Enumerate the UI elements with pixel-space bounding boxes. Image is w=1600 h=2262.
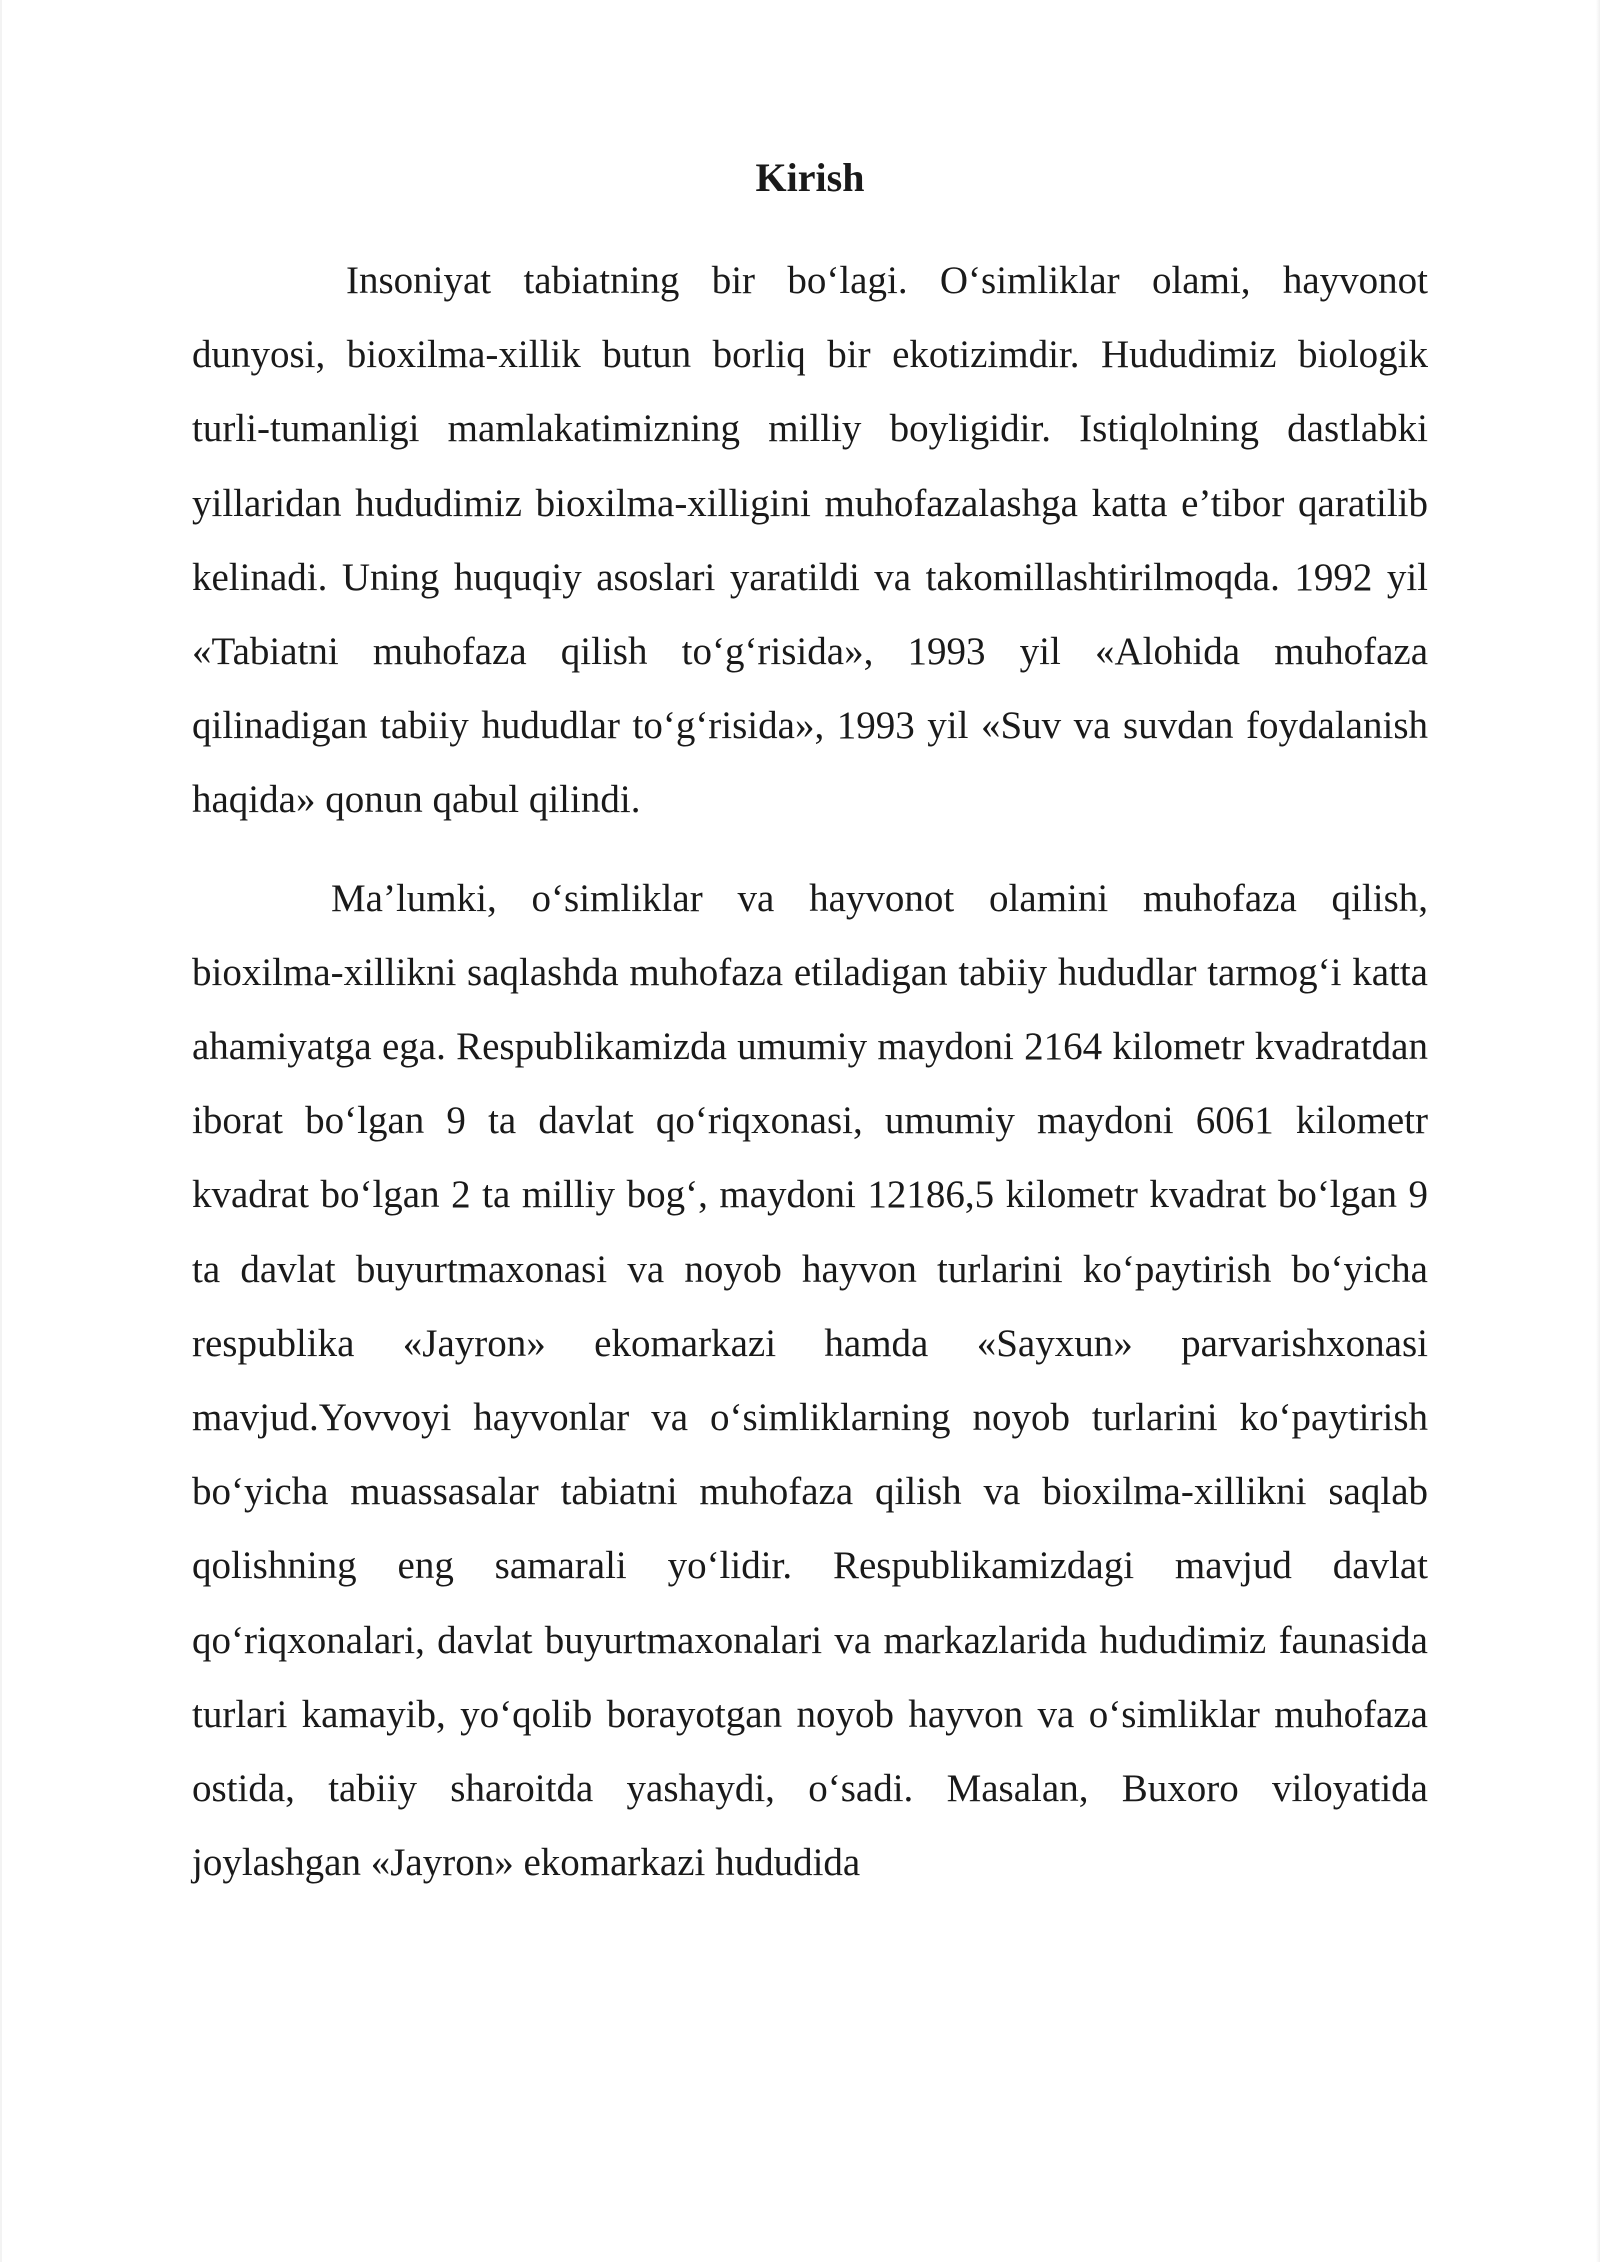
- paragraph-protected-areas: Ma’lumki, o‘simliklar va hayvonot olamini muhofaza qilish, bioxilma-xillikni saqlashda muhofaza etiladigan tabiiy hududlar tarmog‘i katta ahamiyatga ega. Respublikamizda umumiy maydoni 2164 kilometr kvadratdan iborat bo‘lgan 9 ta davlat qo‘riqxonasi, umumiy maydoni 6061 kilometr kvadrat bo‘lgan 2 ta milliy bog‘, maydoni 12186,5 kilometr kvadrat bo‘lgan 9 ta davlat buyurtmaxonasi va noyob hayvon turlarini ko‘paytirish bo‘yicha respublika «Jayron» ekomarkazi hamda «Sayxun» parvarishxonasi mavjud.Yovvoyi hayvonlar va o‘simliklarning noyob turlarini ko‘paytirish bo‘yicha muassasalar tabiatni muhofaza qilish va bioxilma-xillikni saqlab qolishning eng samarali yo‘lidir. Respublikamizdagi mavjud davlat qo‘riqxonalari, davlat buyurtmaxonalari va markazlarida hududimiz faunasida turlari kamayib, yo‘qolib borayotgan noyob hayvon va o‘simliklar muhofaza ostida, tabiiy sharoitda yashaydi, o‘sadi. Masalan, Buxoro viloyatida joylashgan «Jayron» ekomarkazi hududida: [192, 876, 1428, 1885]
- page-edge-shadow: [1596, 0, 1600, 2262]
- document-title: Kirish: [755, 155, 865, 200]
- document-body: [192, 148, 1428, 1900]
- paragraph-intro: Insoniyat tabiatning bir bo‘lagi. O‘simliklar olami, hayvonot dunyosi, bioxilma-xillik butun borliq bir ekotizimdir. Hududimiz biologik turli-tumanligi mamlakatimizning milliy boyligidir. Istiqlolning dastlabki yillaridan hududimiz bioxilma-xilligini muhofazalashga katta e’tibor qaratilib kelinadi. Uning huquqiy asoslari yaratildi va takomillashtirilmoqda. 1992 yil «Tabiatni muhofaza qilish to‘g‘risida», 1993 yil «Alohida muhofaza qilinadigan tabiiy hududlar to‘g‘risida», 1993 yil «Suv va suvdan foydalanish haqida» qonun qabul qilindi.: [192, 259, 1428, 822]
